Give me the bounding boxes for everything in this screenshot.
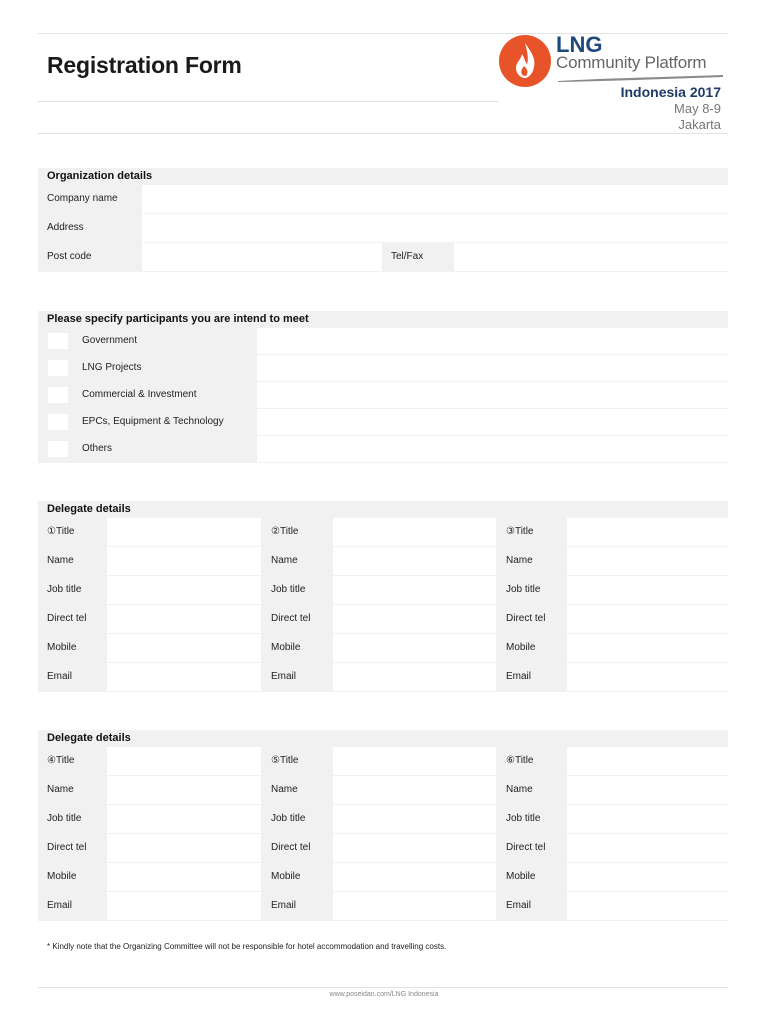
option-note-field[interactable] <box>257 436 728 462</box>
delegate-field-label: Name <box>271 555 298 566</box>
delegate-input-field[interactable] <box>567 834 728 862</box>
delegate-title-label: ②Title <box>271 526 299 537</box>
delegate-input-field[interactable] <box>333 834 496 862</box>
option-government <box>38 328 728 354</box>
others-checkbox[interactable] <box>48 441 68 457</box>
delegate-title-field[interactable] <box>107 747 261 775</box>
delegate-title-field[interactable] <box>567 747 728 775</box>
option-lng-projects <box>38 355 728 381</box>
delegate-field-row <box>38 892 728 920</box>
delegate-input-field[interactable] <box>333 776 496 804</box>
delegate-field-label: Job title <box>47 584 82 595</box>
company-row <box>38 185 728 213</box>
delegate-input-field[interactable] <box>107 863 261 891</box>
page-title: Registration Form <box>47 52 242 78</box>
delegate-field-label: Mobile <box>47 871 77 882</box>
delegate-field-label: Job title <box>271 584 306 595</box>
option-label: EPCs, Equipment & Technology <box>82 416 224 427</box>
delegate-field-row <box>38 805 728 833</box>
option-label: Commercial & Investment <box>82 389 197 400</box>
delegate-input-field[interactable] <box>567 805 728 833</box>
epcs-checkbox[interactable] <box>48 414 68 430</box>
delegate-field-row <box>38 605 728 633</box>
delegate-field-label: Name <box>506 555 533 566</box>
postcode-field[interactable] <box>142 243 382 271</box>
title-rule <box>38 101 498 102</box>
delegate-field-label: Name <box>271 784 298 795</box>
delegate-field-label: Email <box>271 900 297 911</box>
lng-projects-checkbox[interactable] <box>48 360 68 376</box>
delegate-field-row <box>38 576 728 604</box>
delegate-field-label: Name <box>47 555 74 566</box>
delegate-input-field[interactable] <box>107 605 261 633</box>
option-commercial <box>38 382 728 408</box>
delegate-section-2 <box>38 730 728 921</box>
option-note-field[interactable] <box>257 328 728 354</box>
event-date: May 8-9 <box>674 101 721 116</box>
company-name-field[interactable] <box>142 185 728 213</box>
delegate-input-field[interactable] <box>333 605 496 633</box>
delegate-field-label: Job title <box>271 813 306 824</box>
delegate-field-label: Mobile <box>47 642 77 653</box>
delegate-input-field[interactable] <box>333 892 496 920</box>
delegate-input-field[interactable] <box>567 663 728 691</box>
delegate-field-row <box>38 863 728 891</box>
postcode-row <box>38 243 728 271</box>
organization-section <box>38 168 728 272</box>
lng-logo <box>498 32 728 92</box>
header-bottom-rule <box>38 133 728 134</box>
delegate-field-label: Mobile <box>506 642 536 653</box>
delegate-field-row <box>38 776 728 804</box>
delegate-input-field[interactable] <box>107 576 261 604</box>
delegate-input-field[interactable] <box>567 576 728 604</box>
delegate-field-label: Direct tel <box>271 613 311 624</box>
delegate-field-label: Job title <box>506 813 541 824</box>
participants-heading: Please specify participants you are intend to meet <box>47 313 309 325</box>
delegate-field-label: Name <box>47 784 74 795</box>
delegate-field-row <box>38 547 728 575</box>
address-row <box>38 214 728 242</box>
option-note-field[interactable] <box>257 409 728 435</box>
delegate-field-label: Email <box>506 671 532 682</box>
option-label: Others <box>82 443 113 454</box>
delegate-input-field[interactable] <box>567 547 728 575</box>
delegate-field-label: Email <box>47 900 73 911</box>
delegate-input-field[interactable] <box>107 834 261 862</box>
event-name: Indonesia 2017 <box>620 84 721 100</box>
delegate-title-row <box>38 518 728 546</box>
option-others <box>38 436 728 462</box>
delegate-title-field[interactable] <box>107 518 261 546</box>
delegate-title-label: ④Title <box>47 755 75 766</box>
telfax-label: Tel/Fax <box>391 251 424 262</box>
delegate-input-field[interactable] <box>567 863 728 891</box>
option-note-field[interactable] <box>257 355 728 381</box>
delegate-title-label: ①Title <box>47 526 75 537</box>
commercial-checkbox[interactable] <box>48 387 68 403</box>
delegate-field-label: Direct tel <box>47 842 87 853</box>
delegate-field-label: Email <box>271 671 297 682</box>
delegate-title-row <box>38 747 728 775</box>
company-label: Company name <box>47 193 118 204</box>
delegate-field-row <box>38 663 728 691</box>
event-city: Jakarta <box>678 117 721 132</box>
address-field[interactable] <box>142 214 728 242</box>
delegate-input-field[interactable] <box>333 634 496 662</box>
option-epcs <box>38 409 728 435</box>
delegate-field-label: Direct tel <box>506 613 546 624</box>
delegate-title-field[interactable] <box>567 518 728 546</box>
address-label: Address <box>47 222 84 233</box>
delegate-title-label: ③Title <box>506 526 534 537</box>
delegate-input-field[interactable] <box>567 892 728 920</box>
delegate-input-field[interactable] <box>567 605 728 633</box>
logo-lng-text: LNG <box>556 32 603 57</box>
option-label: Government <box>82 335 138 346</box>
delegate-field-row <box>38 834 728 862</box>
delegate-field-label: Mobile <box>506 871 536 882</box>
delegate-input-field[interactable] <box>567 776 728 804</box>
delegate-field-label: Job title <box>506 584 541 595</box>
flame-icon <box>498 34 552 88</box>
delegate-title-label: ⑤Title <box>271 755 299 766</box>
delegate-field-label: Direct tel <box>47 613 87 624</box>
postcode-label: Post code <box>47 251 92 262</box>
delegate-input-field[interactable] <box>107 547 261 575</box>
delegate-heading: Delegate details <box>47 732 131 744</box>
delegate-title-label: ⑥Title <box>506 755 534 766</box>
delegate-input-field[interactable] <box>567 634 728 662</box>
delegate-input-field[interactable] <box>333 576 496 604</box>
delegate-field-row <box>38 634 728 662</box>
delegate-field-label: Email <box>47 671 73 682</box>
delegate-input-field[interactable] <box>107 892 261 920</box>
delegate-input-field[interactable] <box>107 805 261 833</box>
delegate-input-field[interactable] <box>333 663 496 691</box>
delegate-section-1 <box>38 501 728 692</box>
option-label: LNG Projects <box>82 362 142 373</box>
delegate-field-label: Email <box>506 900 532 911</box>
delegate-input-field[interactable] <box>333 863 496 891</box>
delegate-field-label: Mobile <box>271 871 301 882</box>
option-note-field[interactable] <box>257 382 728 408</box>
delegate-title-field[interactable] <box>333 747 496 775</box>
logo-platform-text: Community Platform <box>556 53 707 72</box>
government-checkbox[interactable] <box>48 333 68 349</box>
footnote: * Kindly note that the Organizing Committee will not be responsible for hotel accommodation and travelling costs. <box>47 942 447 951</box>
footer-rule <box>38 987 728 988</box>
logo-swoosh <box>558 74 723 82</box>
delegate-field-label: Mobile <box>271 642 301 653</box>
organization-heading: Organization details <box>47 170 153 182</box>
delegate-input-field[interactable] <box>333 547 496 575</box>
delegate-input-field[interactable] <box>107 634 261 662</box>
delegate-title-field[interactable] <box>333 518 496 546</box>
delegate-field-label: Name <box>506 784 533 795</box>
delegate-field-label: Job title <box>47 813 82 824</box>
delegate-input-field[interactable] <box>107 776 261 804</box>
delegate-field-label: Direct tel <box>506 842 546 853</box>
delegate-field-label: Direct tel <box>271 842 311 853</box>
delegate-input-field[interactable] <box>333 805 496 833</box>
delegate-heading: Delegate details <box>47 503 131 515</box>
delegate-input-field[interactable] <box>107 663 261 691</box>
participants-section <box>38 311 728 463</box>
telfax-field[interactable] <box>454 243 728 271</box>
footer-url: www.poseidan.com/LNG Indonesia <box>329 991 439 998</box>
